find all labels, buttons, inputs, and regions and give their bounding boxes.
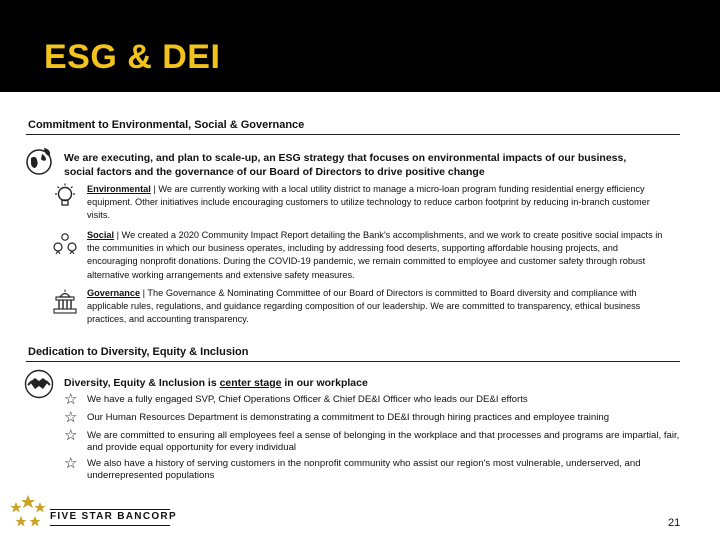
dei-lead (64, 376, 664, 390)
esg-lead-line1: We are executing, and plan to scale-up, an ESG strategy that focuses on environmental impacts of our business, (64, 152, 627, 164)
environmental-text: | We are currently working with a local utility district to manage a micro-loan program funding residential energy efficiency equipment. Other initiatives include encouraging customers to utilize technology to reduce carbon footprint by reducing in-branch customer visits. (87, 184, 650, 221)
star-outline-icon: ☆ (64, 427, 78, 444)
government-building-icon (52, 289, 78, 315)
company-logo-text: FIVE STAR BANCORP (50, 511, 177, 522)
social-label: Social (87, 230, 115, 240)
environmental-paragraph (87, 183, 667, 223)
dei-bullet-text: We also have a history of serving customers in the nonprofit community who assist our region's most vulnerable, underserved, and underrepresented populations (87, 458, 641, 481)
five-star-logo-icon (8, 494, 48, 532)
governance-text: | The Governance & Nominating Committee of our Board of Directors is committed to Board diversity and compliance with applicable rules, regulations, and guidance regarding composition of our leadership. We are committed to transparency, ethical business practices, and accounting transparency. (87, 288, 641, 325)
lightbulb-icon (53, 183, 77, 209)
logo-rule-bottom (50, 525, 170, 526)
people-group-icon (52, 231, 78, 255)
globe-leaf-icon (24, 146, 54, 176)
social-paragraph (87, 229, 667, 282)
logo-rule-top (50, 509, 170, 510)
governance-label: Governance (87, 288, 141, 298)
esg-lead (64, 151, 664, 179)
handshake-icon (24, 369, 54, 399)
dei-divider (26, 361, 680, 362)
social-text: | We created a 2020 Community Impact Report detailing the Bank's accomplishments, and we work to create positive social impacts in the communities in which our business operates, including by addressing food deserts, supporting affordable housing projects, and encouraging nonprofit donations. During the COVID-19 pandemic, we remain committed to employee and customer safety through robust alternative working arrangements and extensive safety measures. (87, 230, 663, 280)
star-outline-icon: ☆ (64, 391, 78, 408)
dei-bullet-text: We are committed to ensuring all employees feel a sense of belonging in the workplace and that processes and programs are impartial, fair, and provide equal opportunity for every individual (87, 430, 680, 453)
star-outline-icon: ☆ (64, 455, 78, 472)
esg-divider (26, 134, 680, 135)
page-number: 21 (668, 517, 681, 529)
dei-heading: Dedication to Diversity, Equity & Inclusion (28, 346, 249, 358)
dei-bullet-text: We have a fully engaged SVP, Chief Operations Officer & Chief DE&I Officer who leads our DE&I efforts (87, 394, 528, 405)
environmental-label: Environmental (87, 184, 151, 194)
dei-lead-post: in our workplace (281, 377, 368, 389)
dei-lead-emphasis: center stage (219, 377, 282, 389)
star-outline-icon: ☆ (64, 409, 78, 426)
dei-lead-pre: Diversity, Equity & Inclusion is (64, 377, 220, 389)
governance-paragraph (87, 287, 667, 327)
page-title: ESG & DEI (44, 38, 221, 76)
esg-heading: Commitment to Environmental, Social & Governance (28, 119, 305, 131)
esg-lead-line2: social factors and the governance of our Board of Directors to drive positive change (64, 166, 485, 178)
dei-bullet-text: Our Human Resources Department is demonstrating a commitment to DE&I through hiring practices and employee training (87, 412, 610, 423)
